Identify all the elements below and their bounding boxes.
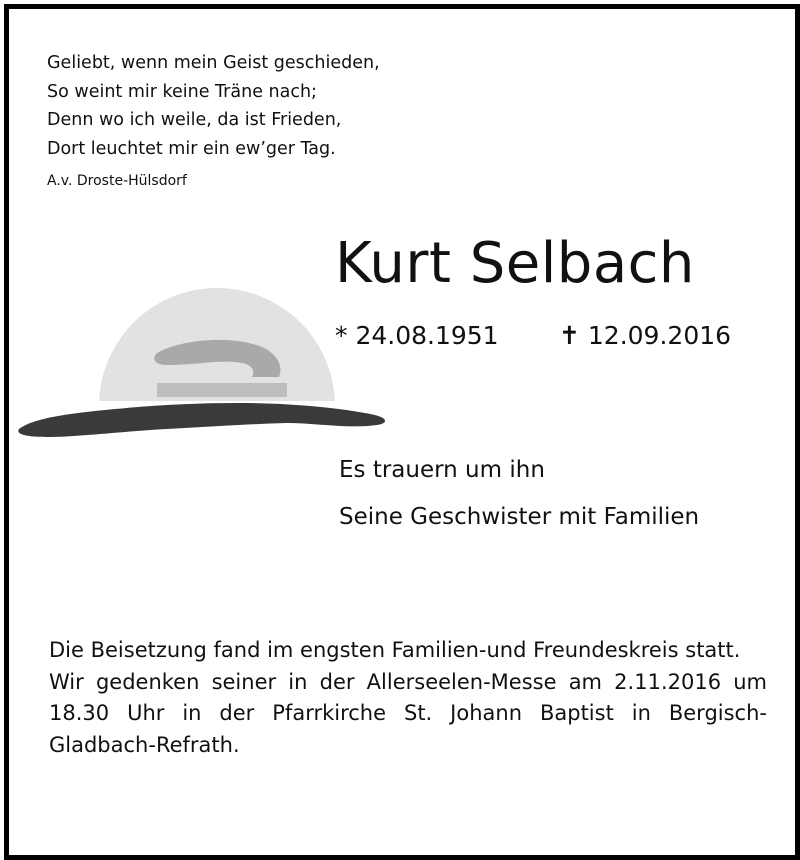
poem-line: Geliebt, wenn mein Geist geschieden,: [47, 53, 380, 73]
birth-date: * 24.08.1951: [335, 321, 499, 350]
poem-line: Dort leuchtet mir ein ew’ger Tag.: [47, 138, 336, 159]
burial-paragraph: Die Beisetzung fand im engsten Familien-und Freundeskreis statt.: [49, 638, 741, 662]
poem: [47, 49, 380, 163]
funeral-notice: [49, 635, 767, 761]
death-date: ✝ 12.09.2016: [559, 321, 732, 350]
mourners-names: Seine Geschwister mit Familien: [339, 504, 700, 530]
sunset-over-sea-icon: [17, 271, 397, 445]
mourners-heading: Es trauern um ihn: [339, 457, 545, 483]
deceased-name: Kurt Selbach: [335, 231, 695, 296]
poem-author: A.v. Droste-Hülsdorf: [47, 173, 187, 189]
obituary-frame: [4, 4, 800, 860]
poem-line: Denn wo ich weile, da ist Frieden,: [47, 110, 342, 130]
poem-line: So weint mir keine Träne nach;: [47, 81, 317, 102]
memorial-mass-paragraph: Wir gedenken seiner in der Allerseelen-Messe am 2.11.2016 um 18.30 Uhr in der Pfarrkirche St. Johann Baptist in Bergisch-Gladbach-Refrath.: [49, 669, 767, 757]
